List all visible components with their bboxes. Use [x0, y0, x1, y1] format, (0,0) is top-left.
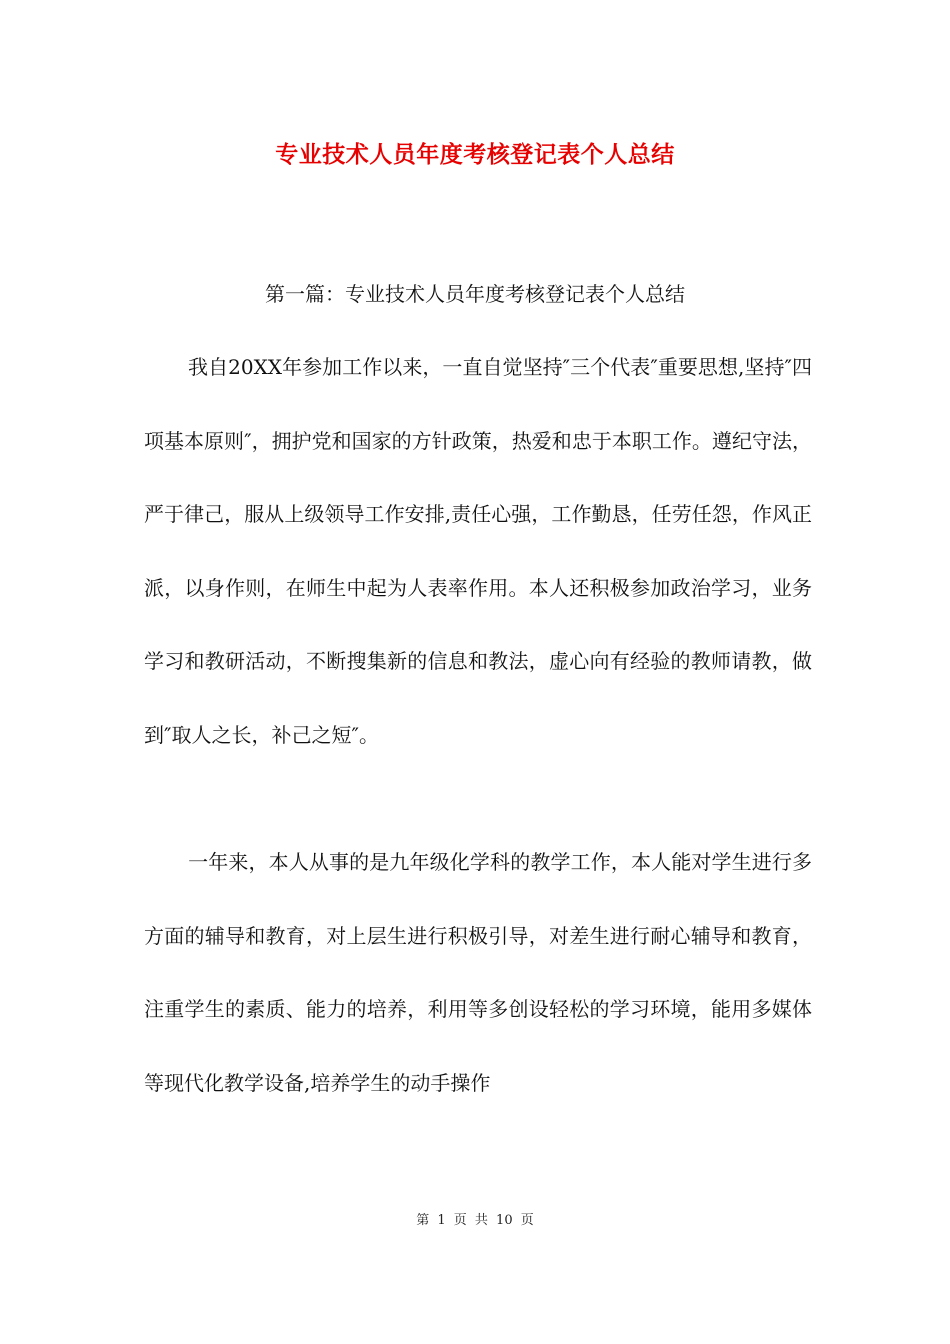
paragraph-text: 一年来，本人从事的是九年级化学科的教学工作，本人能对学生进行多方面的辅导和教育，对上层生进行积极引导，对差生进行耐心辅导和教育，注重学生的素质、能力的培养，利用等多创设轻松的学习环境，能用多媒体等现代化教学设备,培养学生的动手操作 [144, 850, 812, 1095]
section-heading: 第一篇：专业技术人员年度考核登记表个人总结 [265, 282, 685, 306]
paragraph-text: 我自20XX年参加工作以来，一直自觉坚持″三个代表″重要思想,坚持″四项基本原则″，拥护党和国家的方针政策，热爱和忠于本职工作。遵纪守法，严于律己，服从上级领导工作安排,责任心强，工作勤恳，任劳任怨，作风正派，以身作则，在师生中起为人表率作用。本人还积极参加政治学习，业务学习和教研活动，不断搜集新的信息和教法，虚心向有经验的教师请教，做到″取人之长，补己之短″。 [144, 355, 812, 747]
document-title: 专业技术人员年度考核登记表个人总结 [275, 141, 675, 168]
body-paragraph-2 [144, 826, 812, 1120]
page-number-footer: 第 1 页 共 10 页 [416, 1213, 534, 1228]
body-paragraph-1 [144, 331, 812, 772]
